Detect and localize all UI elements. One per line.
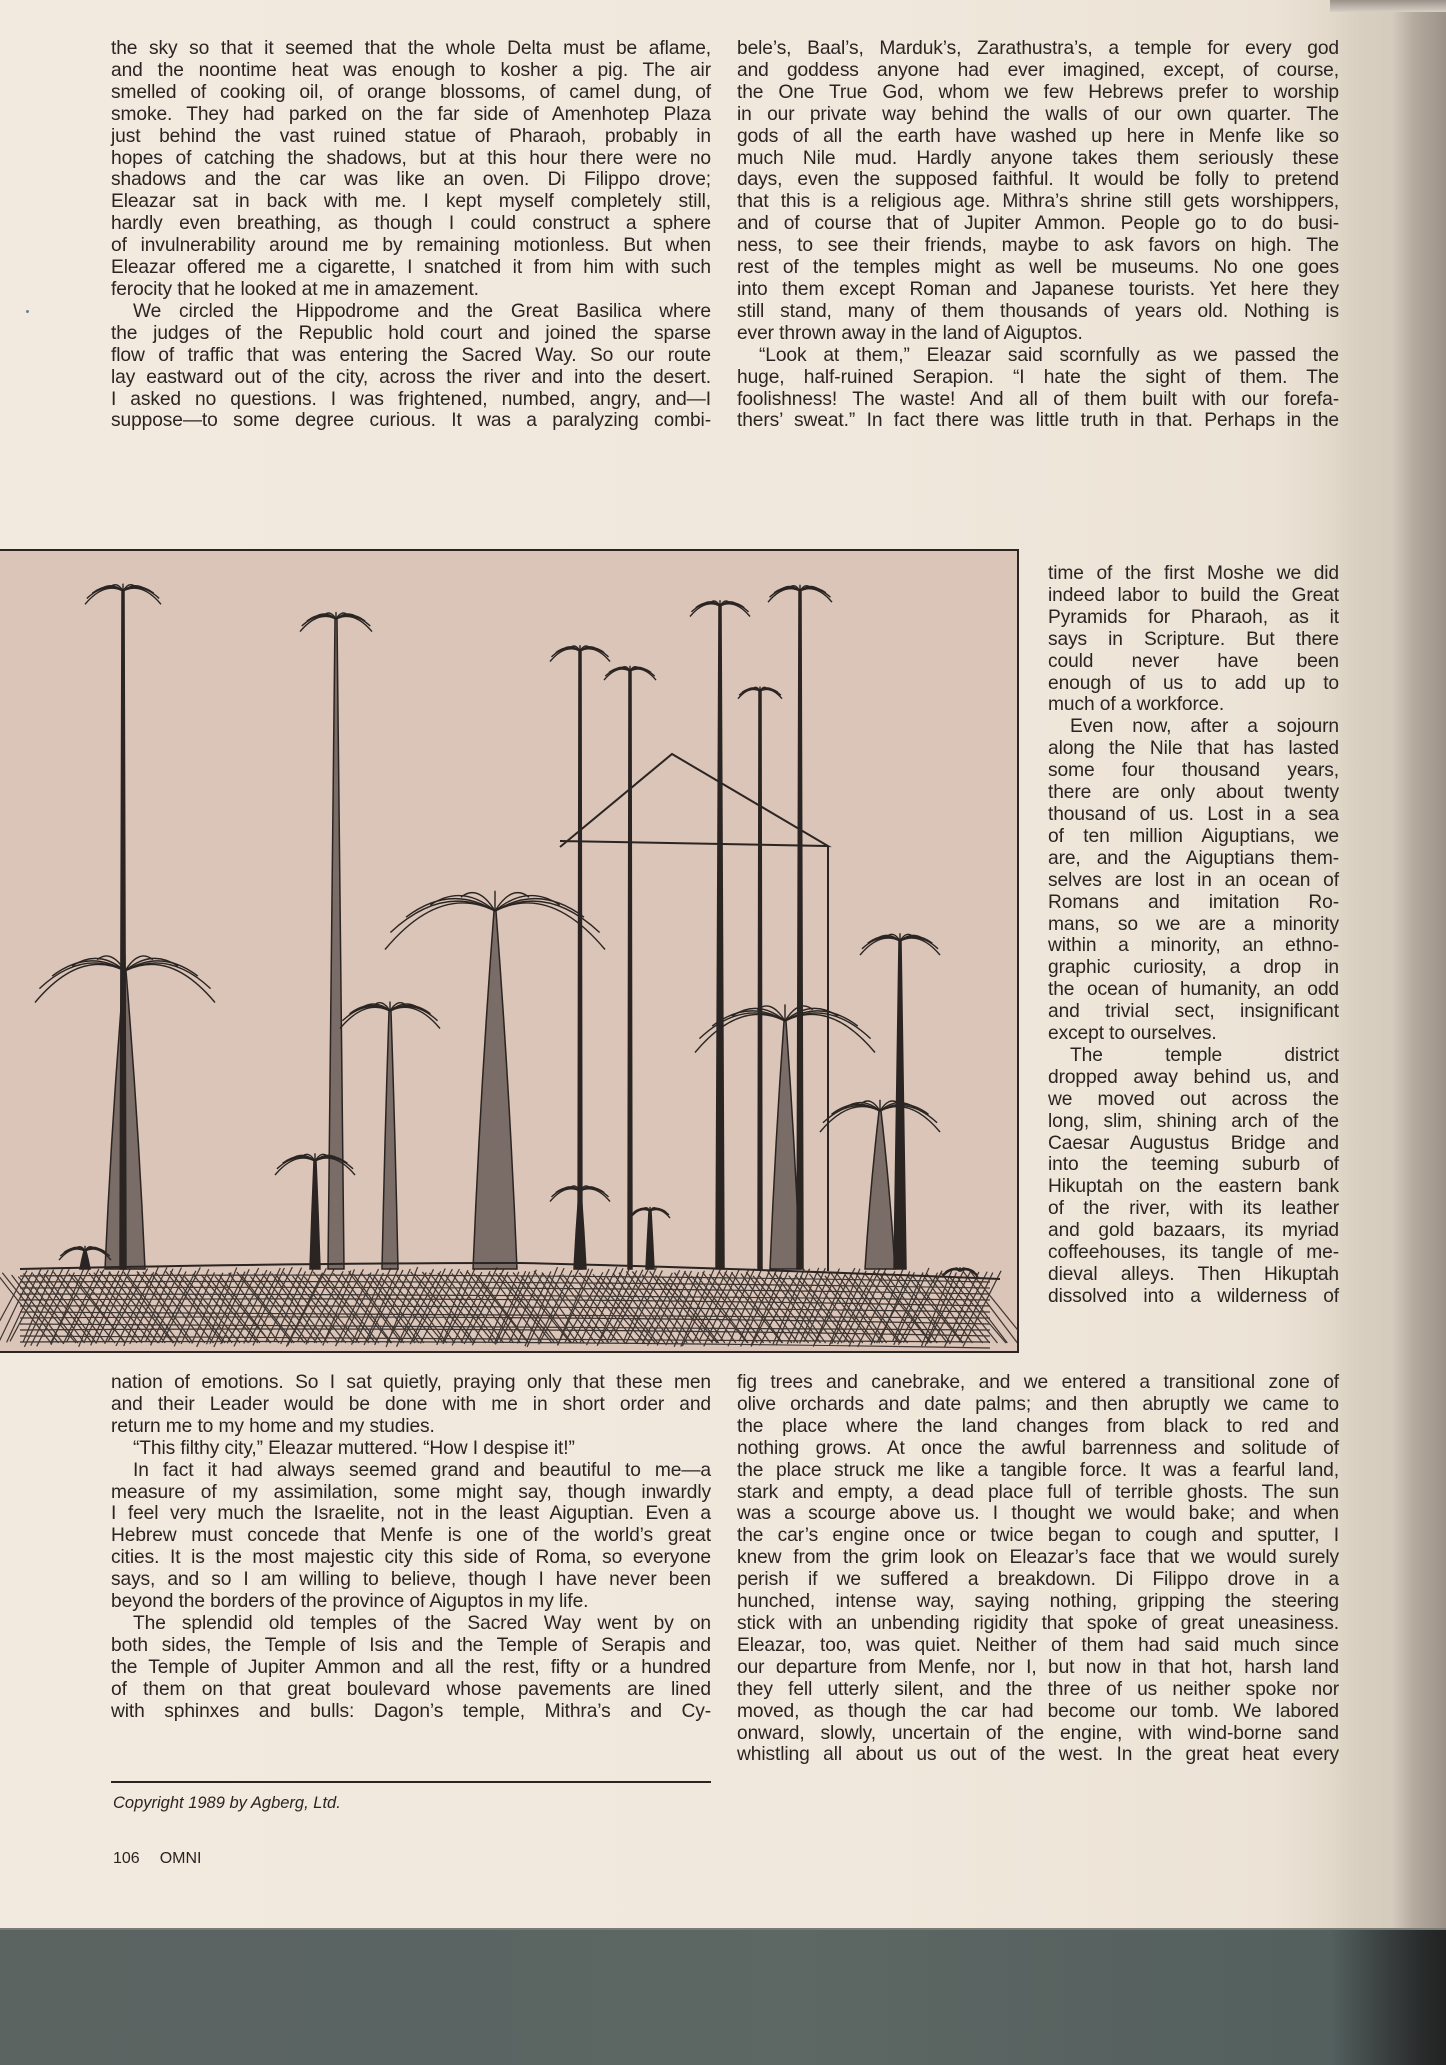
text-line: our departure from Menfe, nor I, but now in that hot, harsh land — [737, 1656, 1339, 1678]
text-line: onward, slowly, uncertain of the engine, with wind-borne sand — [737, 1722, 1339, 1744]
scanner-background-band — [0, 1928, 1446, 2065]
palm-trees — [35, 584, 978, 1277]
text-line: of invulnerability around me by remaining motionless. But when — [111, 235, 711, 257]
footnote-rule — [111, 1781, 711, 1783]
text-line: says, and so I am willing to believe, though I have never been — [111, 1569, 711, 1591]
text-line: hunched, intense way, saying nothing, gripping the steering — [737, 1591, 1339, 1613]
palm-tree — [942, 1268, 978, 1278]
text-column-lower-right — [737, 1372, 1339, 1766]
text-line: dropped away behind us, and — [1048, 1066, 1339, 1088]
copyright-notice: Copyright 1989 by Agberg, Ltd. — [113, 1794, 341, 1812]
text-line: graphic curiosity, a drop in — [1048, 957, 1339, 979]
text-line: along the Nile that has lasted — [1048, 738, 1339, 760]
text-line: Pyramids for Pharaoh, as it — [1048, 606, 1339, 628]
text-line: days, even the supposed faithful. It would be folly to pretend — [737, 169, 1339, 191]
text-line: of the river, with its leather — [1048, 1198, 1339, 1220]
paragraph — [1048, 563, 1339, 716]
hatch-stroke — [563, 1274, 619, 1343]
text-line: and their Leader would be done with me in short order and — [111, 1393, 711, 1415]
palm-frond — [125, 964, 215, 1002]
palm-tree — [690, 601, 750, 1269]
palm-trunk — [758, 691, 762, 1269]
text-line: suppose—to some degree curious. It was a paralyzing combi- — [111, 410, 711, 432]
text-line: the ocean of humanity, an odd — [1048, 979, 1339, 1001]
text-line: coffeehouses, its tangle of me- — [1048, 1242, 1339, 1264]
text-line: huge, half-ruined Serapion. “I hate the sight of them. The — [737, 366, 1339, 388]
text-line: the One True God, whom we few Hebrews prefer to worship — [737, 81, 1339, 103]
text-line: and gold bazaars, its myriad — [1048, 1220, 1339, 1242]
text-line: into the teeming suburb of — [1048, 1154, 1339, 1176]
text-line: in our private way behind the walls of our own quarter. The — [737, 103, 1339, 125]
hatch-stroke — [184, 1276, 239, 1343]
palm-trunk — [105, 971, 145, 1269]
paragraph — [111, 1372, 711, 1438]
text-line: Eleazar offered me a cigarette, I snatched it from him with such — [111, 257, 711, 279]
text-line: are, and the Aiguptians them- — [1048, 847, 1339, 869]
palm-frond — [900, 938, 940, 955]
text-line: of ten million Aiguptians, we — [1048, 825, 1339, 847]
text-line: smoke. They had parked on the far side of Amenhotep Plaza — [111, 103, 711, 125]
text-column-upper-left — [111, 38, 711, 432]
text-line: was a scourge above us. I thought we would bake; and when — [737, 1503, 1339, 1525]
text-line: whistling all about us out of the west. In the great heat every — [737, 1744, 1339, 1766]
text-line: and of course that of Jupiter Ammon. People go to do busi- — [737, 213, 1339, 235]
palm-tree — [300, 613, 372, 1269]
text-line: bele’s, Baal’s, Marduk’s, Zarathustra’s, a temple for every god — [737, 38, 1339, 59]
palm-trunk — [646, 1211, 654, 1269]
palm-trunk — [797, 591, 803, 1269]
text-line: the sky so that it seemed that the whole Delta must be aflame, — [111, 38, 711, 59]
text-line: flow of traffic that was entering the Sacred Way. So our route — [111, 344, 711, 366]
text-line: hardly even breathing, as though I could construct a sphere — [111, 213, 711, 235]
paragraph — [737, 345, 1339, 433]
text-line: of them on that great boulevard whose pavements are lined — [111, 1678, 711, 1700]
text-line: nothing grows. At once the awful barrenness and solitude of — [737, 1437, 1339, 1459]
text-line: lay eastward out of the city, across the river and into the desert. — [111, 366, 711, 388]
text-line: the place where the land changes from black to red and — [737, 1415, 1339, 1437]
hatch-stroke — [573, 1275, 625, 1343]
text-line: says in Scripture. But there — [1048, 628, 1339, 650]
text-line: perish if we suffered a breakdown. Di Filippo drove in a — [737, 1569, 1339, 1591]
palm-frond — [880, 1107, 940, 1132]
text-line: much of a workforce. — [1048, 694, 1225, 716]
text-line: stark and empty, a dead place full of terrible ghosts. The sun — [737, 1481, 1339, 1503]
text-line: I feel very much the Israelite, not in the least Aiguptian. Even a — [111, 1503, 711, 1525]
paragraph — [111, 1613, 711, 1723]
paragraph — [1048, 1045, 1339, 1308]
text-line: they fell utterly silent, and the three of us neither spoke nor — [737, 1678, 1339, 1700]
palm-frond — [35, 964, 125, 1002]
text-line: and goddess anyone had ever imagined, except, of course, — [737, 59, 1339, 81]
hatch-stroke — [949, 1276, 1006, 1343]
text-line: the Temple of Jupiter Ammon and all the rest, fifty or a hundred — [111, 1656, 711, 1678]
paragraph — [111, 1438, 711, 1460]
text-line: dieval alleys. Then Hikuptah — [1048, 1264, 1339, 1285]
text-line: “Look at them,” Eleazar said scornfully as we passed the — [759, 344, 1339, 366]
text-line: selves are lost in an ocean of — [1048, 869, 1339, 891]
text-line: enough of us to add up to — [1048, 672, 1339, 694]
text-line: I asked no questions. I was frightened, numbed, angry, and—I — [111, 388, 711, 410]
paragraph — [111, 1460, 711, 1613]
text-line: the judges of the Republic hold court and joined the sparse — [111, 322, 711, 344]
palm-frond — [860, 938, 900, 955]
text-line: much Nile mud. Hardly anyone takes them seriously these — [737, 147, 1339, 169]
palm-trunk — [310, 1161, 320, 1269]
hatch-stroke — [626, 1271, 677, 1343]
palm-tree — [630, 1207, 670, 1269]
paragraph — [737, 38, 1339, 345]
text-line: the car’s engine once or twice began to cough and sputter, I — [737, 1525, 1339, 1547]
text-line: and the noontime heat was enough to kosher a pig. The air — [111, 59, 711, 81]
text-line: “This filthy city,” Eleazar muttered. “How I despise it!” — [133, 1437, 575, 1459]
palm-tree — [550, 1186, 610, 1269]
text-line: ness, to see their friends, maybe to ask favors on high. The — [737, 235, 1339, 257]
palm-frond — [340, 1007, 390, 1028]
text-line: and trivial sect, insignificant — [1048, 1001, 1339, 1023]
palm-trunk — [770, 1021, 800, 1269]
text-line: ferocity that he looked at me in amazement. — [111, 278, 479, 300]
text-line: into them except Roman and Japanese tourists. Yet here they — [737, 278, 1339, 300]
text-line: both sides, the Temple of Isis and the Temple of Serapis and — [111, 1634, 711, 1656]
ink-speck — [26, 310, 29, 313]
palm-tree — [340, 1002, 440, 1269]
text-line: measure of my assimilation, some might say, though inwardly — [111, 1481, 711, 1503]
text-line: long, slim, shining arch of the — [1048, 1110, 1339, 1132]
text-line: Hebrew must concede that Menfe is one of the world’s great — [111, 1525, 711, 1547]
text-line: Even now, after a sojourn — [1070, 716, 1339, 738]
text-line: Romans and imitation Ro- — [1048, 891, 1339, 913]
text-line: dissolved into a wilderness of — [1048, 1285, 1339, 1307]
paragraph — [111, 301, 711, 432]
palm-trees-drawing — [0, 551, 1017, 1351]
palm-frond — [123, 588, 161, 604]
palm-frond — [300, 616, 336, 631]
text-column-beside-illustration — [1048, 563, 1339, 1308]
hatch-stroke — [237, 1272, 292, 1343]
text-line: stick with an unbending rigidity that spoke of great uneasiness. — [737, 1612, 1339, 1634]
text-line: beyond the borders of the province of Aiguptos in my life. — [111, 1591, 589, 1613]
pyramid-outline — [560, 754, 828, 847]
text-line: the place struck me like a tangible force. It was a fearful land, — [737, 1459, 1339, 1481]
text-line: could never have been — [1048, 650, 1339, 672]
text-column-lower-left — [111, 1372, 711, 1723]
palm-trunk — [628, 671, 632, 1269]
palm-frond — [390, 1007, 440, 1028]
text-line: return me to my home and my studies. — [111, 1415, 435, 1437]
text-line: Eleazar sat in back with me. I kept myself completely still, — [111, 191, 711, 213]
text-line: We circled the Hippodrome and the Great Basilica where — [133, 300, 711, 322]
paragraph — [1048, 716, 1339, 1045]
text-line: The temple district — [1070, 1044, 1339, 1066]
text-line: Eleazar, too, was quiet. Neither of them had said much since — [737, 1634, 1339, 1656]
palm-tree — [385, 891, 605, 1269]
palm-frond — [800, 589, 832, 603]
text-line: still stand, many of them thousands of years old. Nothing is — [737, 300, 1339, 322]
hatch-stroke — [908, 1276, 963, 1343]
palm-tree — [550, 646, 610, 1269]
text-line: indeed labor to build the Great — [1048, 584, 1339, 606]
text-line: time of the first Moshe we did — [1048, 563, 1339, 584]
page-corner-shadow — [1330, 0, 1446, 12]
palm-frond — [768, 589, 800, 603]
page-number: 106 — [113, 1850, 140, 1867]
paragraph — [111, 38, 711, 301]
text-line: thers’ sweat.” In fact there was little truth in that. Perhaps in the — [737, 410, 1339, 432]
text-line: some four thousand years, — [1048, 760, 1339, 782]
palm-trunk — [382, 1011, 398, 1269]
text-line: ever thrown away in the land of Aiguptos. — [737, 322, 1083, 344]
text-line: olive orchards and date palms; and then abruptly we came to — [737, 1393, 1339, 1415]
text-line: moved, as though the car had become our tomb. We labored — [737, 1700, 1339, 1722]
text-line: knew from the grim look on Eleazar’s face that we would surely — [737, 1547, 1339, 1569]
text-line: rest of the temples might as well be museums. No one goes — [737, 257, 1339, 279]
text-line: that this is a religious age. Mithra’s shrine still gets worshippers, — [737, 191, 1339, 213]
text-line: shadows and the car was like an oven. Di Filippo drove; — [111, 169, 711, 191]
text-line: just behind the vast ruined statue of Pharaoh, probably in — [111, 125, 711, 147]
text-column-upper-right — [737, 38, 1339, 432]
palm-trunk — [80, 1251, 90, 1269]
hatch-stroke — [166, 1271, 223, 1343]
palm-frond — [85, 588, 123, 604]
text-line: we moved out across the — [1048, 1088, 1339, 1110]
magazine-name: OMNI — [159, 1850, 202, 1867]
palm-tree — [604, 666, 656, 1269]
text-line: Caesar Augustus Bridge and — [1048, 1132, 1339, 1154]
palm-frond — [695, 1014, 785, 1052]
hatch-stroke — [607, 1277, 658, 1343]
palm-trunk — [716, 606, 724, 1269]
palm-trunk — [578, 651, 582, 1269]
text-line: Hikuptah on the eastern bank — [1048, 1176, 1339, 1198]
text-line: smelled of cooking oil, of orange blossoms, of camel dung, of — [111, 81, 711, 103]
palm-frond — [495, 903, 605, 950]
palm-frond — [275, 1158, 315, 1175]
hatch-stroke — [893, 1274, 947, 1343]
text-line: gods of all the earth have washed up here in Menfe like so — [737, 125, 1339, 147]
palm-tree — [35, 955, 215, 1269]
text-line: thousand of us. Lost in a sea — [1048, 803, 1339, 825]
text-line: with sphinxes and bulls: Dagon’s temple, Mithra’s and Cy- — [111, 1700, 711, 1722]
text-line: foolishness! The waste! And all of them built with our forefa- — [737, 388, 1339, 410]
page-folio — [113, 1850, 221, 1868]
text-line: cities. It is the most majestic city this side of Roma, so everyone — [111, 1547, 711, 1569]
text-line: mans, so we are a minority — [1048, 913, 1339, 935]
illustration-palms-pyramid — [0, 549, 1019, 1353]
page-gutter-shadow — [1392, 0, 1446, 1928]
text-line: In fact it had always seemed grand and beautiful to me—a — [133, 1459, 711, 1481]
palm-trunk — [574, 1191, 586, 1269]
palm-trunk — [473, 911, 517, 1269]
text-line: except to ourselves. — [1048, 1023, 1217, 1045]
paragraph — [737, 1372, 1339, 1766]
text-line: there are only about twenty — [1048, 782, 1339, 804]
palm-tree — [820, 1100, 940, 1269]
palm-tree — [59, 1246, 111, 1269]
crosshatch-ground — [0, 1267, 1017, 1348]
text-line: nation of emotions. So I sat quietly, praying only that these men — [111, 1372, 711, 1393]
text-line: hopes of catching the shadows, but at this hour there were no — [111, 147, 711, 169]
palm-trunk — [328, 619, 344, 1269]
palm-frond — [385, 903, 495, 950]
text-line: fig trees and canebrake, and we entered a transitional zone of — [737, 1372, 1339, 1393]
text-line: within a minority, an ethno- — [1048, 935, 1339, 957]
hatch-stroke — [266, 1268, 302, 1343]
palm-frond — [336, 616, 372, 631]
palm-trunk — [865, 1111, 895, 1269]
text-line: The splendid old temples of the Sacred Way went by on — [133, 1612, 711, 1634]
